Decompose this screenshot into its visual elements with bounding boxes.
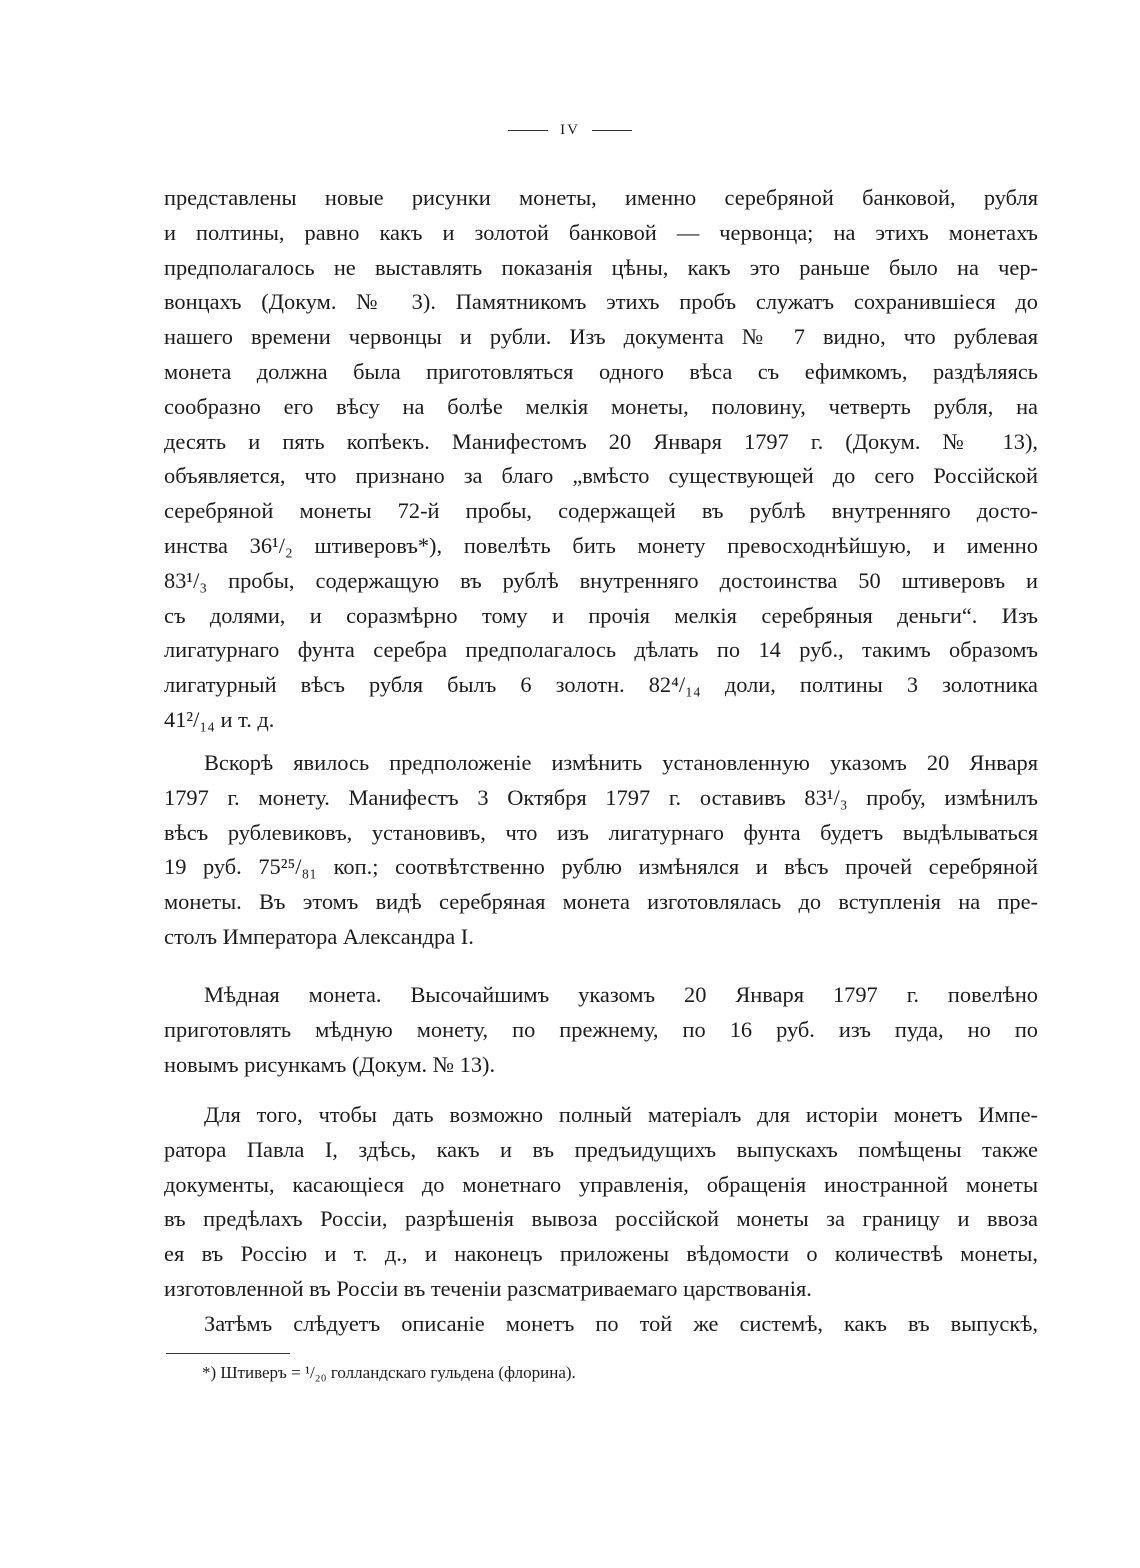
text-line: 19 руб. 75²⁵/₈₁ коп.; соотвѣтственно рублю измѣнялся и вѣсъ прочей серебряной bbox=[164, 854, 1038, 880]
text-line: нашего времени червонцы и рубли. Изъ документа № 7 видно, что рублевая bbox=[164, 324, 1038, 350]
text-line: 41²/₁₄ и т. д. bbox=[164, 706, 275, 732]
text-line: вѣсъ рублевиковъ, установивъ, что изъ лигатурнаго фунта будетъ выдѣлываться bbox=[164, 819, 1038, 845]
text-line: монеты. Въ этомъ видѣ серебряная монета изготовлялась до вступленія на пре- bbox=[164, 889, 1038, 915]
text-line: 1797 г. монету. Манифестъ 3 Октября 1797 г. оставивъ 83¹/₃ пробу, измѣнилъ bbox=[164, 784, 1038, 810]
text-line: столъ Императора Александра I. bbox=[164, 923, 474, 949]
text-line: ратора Павла I, здѣсь, какъ и въ предъидущихъ выпускахъ помѣщены также bbox=[164, 1136, 1038, 1162]
text-line: монета должна была приготовляться одного вѣса съ ефимкомъ, раздѣляясь bbox=[164, 358, 1038, 384]
footnote: *) Штиверъ = ¹/₂₀ голландскаго гульдена (флорина). bbox=[202, 1363, 576, 1382]
text-line: приготовлять мѣдную монету, по прежнему, по 16 руб. изъ пуда, но по bbox=[164, 1016, 1038, 1042]
text-line: лигатурный вѣсъ рубля былъ 6 золотн. 82⁴/₁₄ доли, полтины 3 золотника bbox=[164, 672, 1038, 698]
page-header bbox=[0, 122, 1140, 139]
text-line: десять и пять копѣекъ. Манифестомъ 20 Января 1797 г. (Докум. № 13), bbox=[164, 428, 1038, 454]
text-line: и полтины, равно какъ и золотой банковой — червонца; на этихъ монетахъ bbox=[164, 219, 1038, 245]
text-line: 83¹/₃ пробы, содержащую въ рублѣ внутренняго достоинства 50 штиверовъ и bbox=[164, 567, 1038, 593]
paragraph-2 bbox=[164, 746, 1038, 955]
header-rule-right bbox=[592, 130, 632, 131]
paragraph-5 bbox=[164, 1307, 1038, 1342]
header-rule-left bbox=[508, 130, 548, 131]
text-line: документы, касающіеся до монетнаго управленія, обращенія иностранной монеты bbox=[164, 1171, 1038, 1197]
text-line: изготовленной въ Россіи въ теченіи разсматриваемаго царствованія. bbox=[164, 1275, 812, 1301]
text-line: объявляется, что признано за благо „вмѣсто существующей до сего Россійской bbox=[164, 463, 1038, 489]
text-line: Вскорѣ явилось предположеніе измѣнить установленную указомъ 20 Января bbox=[204, 750, 1038, 775]
page-number: IV bbox=[560, 122, 580, 138]
text-line: представлены новые рисунки монеты, именно серебряной банковой, рубля bbox=[164, 185, 1038, 210]
footnote-divider bbox=[166, 1353, 290, 1354]
text-line: новымъ рисункамъ (Докум. № 13). bbox=[164, 1051, 496, 1077]
text-line: вонцахъ (Докум. № 3). Памятникомъ этихъ пробъ служатъ сохранившіеся до bbox=[164, 289, 1038, 315]
text-line: сообразно его вѣсу на болѣе мелкія монеты, половину, четверть рубля, на bbox=[164, 393, 1038, 419]
paragraph-3 bbox=[164, 978, 1038, 1082]
text-line: предполагалось не выставлять показанія цѣны, какъ это раньше было на чер- bbox=[164, 254, 1038, 280]
text-line: серебряной монеты 72-й пробы, содержащей въ рублѣ внутренняго досто- bbox=[164, 498, 1038, 524]
text-line: Мѣдная монета. Высочайшимъ указомъ 20 Января 1797 г. повелѣно bbox=[204, 982, 1038, 1007]
text-line: въ предѣлахъ Россіи, разрѣшенія вывоза россійской монеты за границу и ввоза bbox=[164, 1206, 1038, 1232]
text-line: инства 36¹/₂ штиверовъ*), повелѣть бить монету превосходнѣйшую, и именно bbox=[164, 532, 1038, 558]
text-line: лигатурнаго фунта серебра предполагалось дѣлать по 14 руб., такимъ образомъ bbox=[164, 637, 1038, 663]
paragraph-1 bbox=[164, 181, 1038, 738]
text-line: Затѣмъ слѣдуетъ описаніе монетъ по той же системѣ, какъ въ выпускѣ, bbox=[204, 1311, 1038, 1336]
paragraph-4 bbox=[164, 1098, 1038, 1307]
text-line: Для того, чтобы дать возможно полный матеріалъ для исторіи монетъ Импе- bbox=[204, 1102, 1038, 1127]
text-line: съ долями, и соразмѣрно тому и прочія мелкія серебряныя деньги“. Изъ bbox=[164, 602, 1038, 628]
text-line: ея въ Россію и т. д., и наконецъ приложены вѣдомости о количествѣ монеты, bbox=[164, 1241, 1038, 1267]
